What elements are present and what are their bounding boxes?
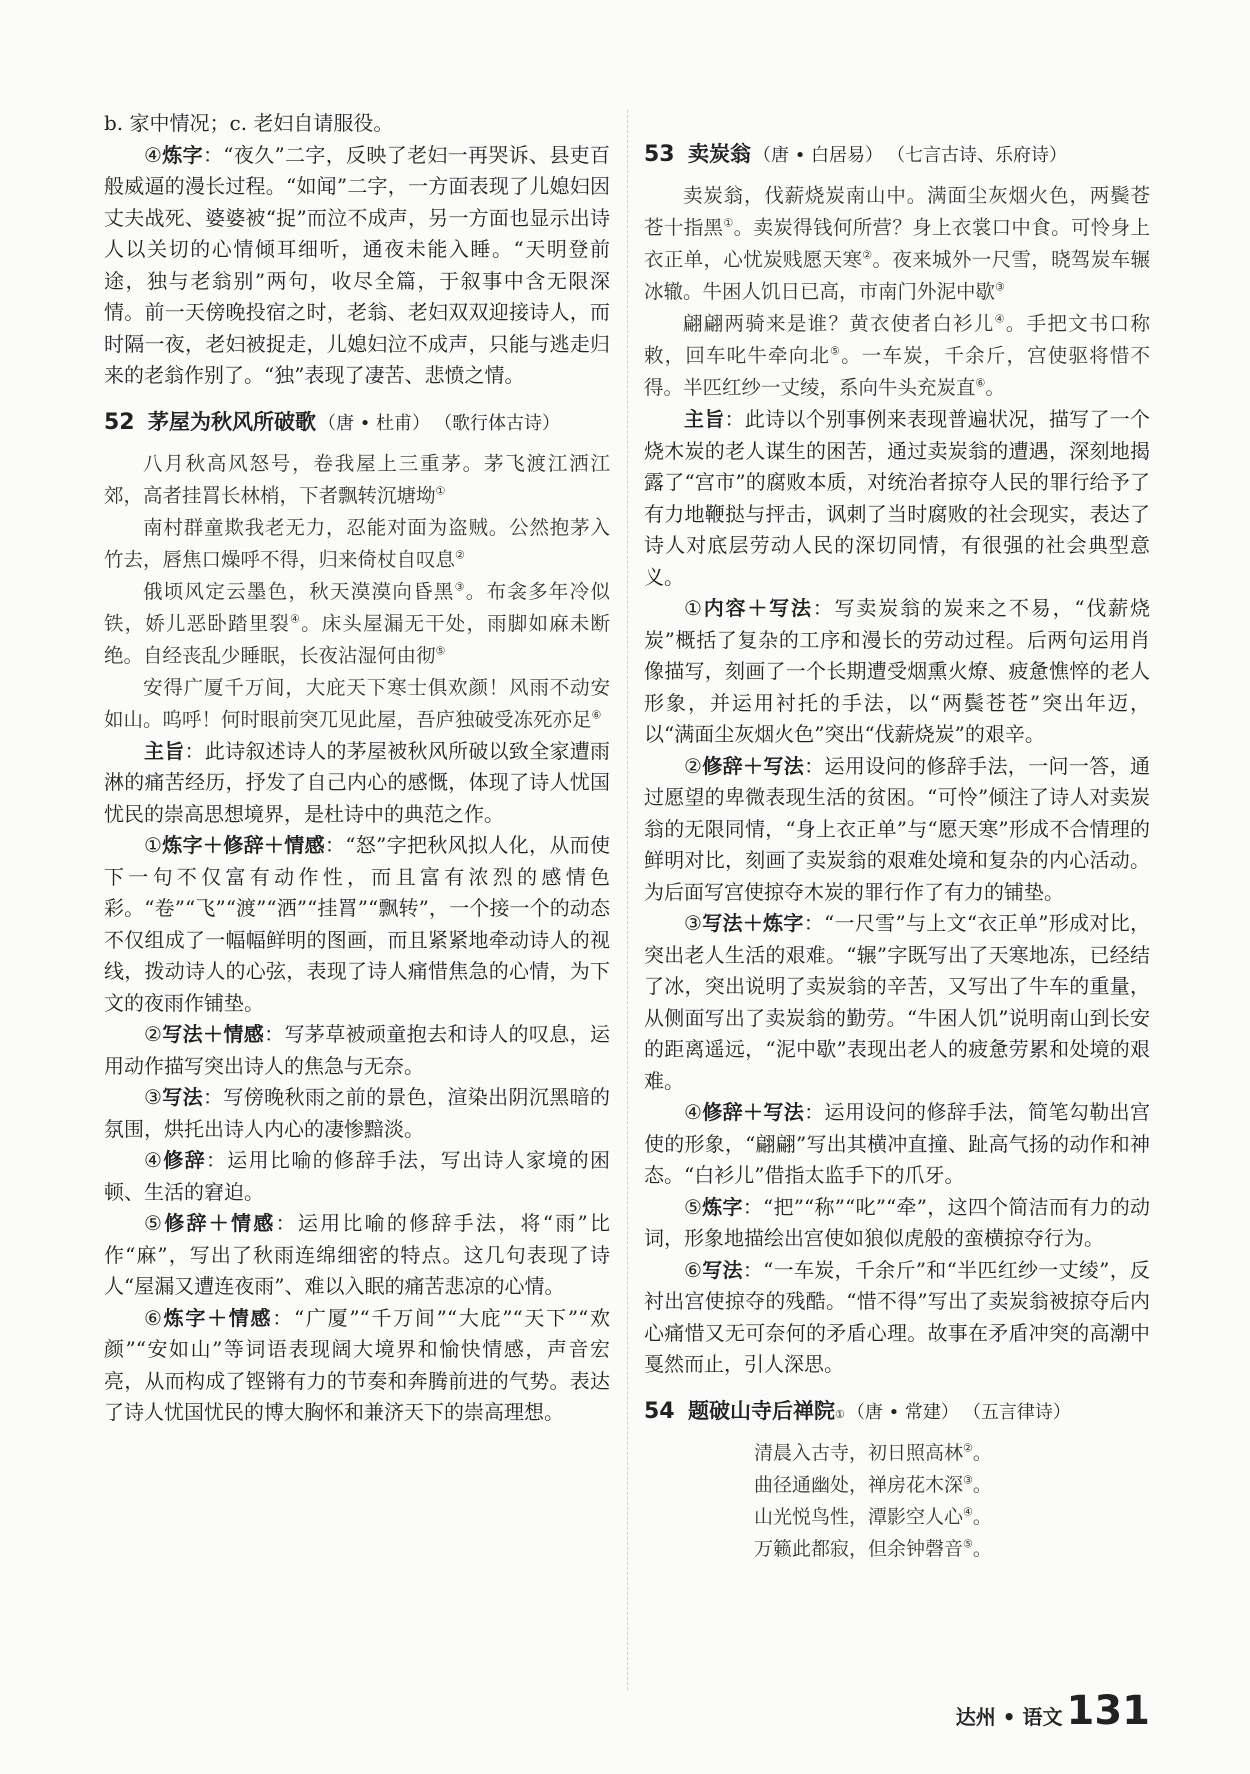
poem-genre: （五言律诗） — [962, 1401, 1071, 1423]
note-51-4: ④炼字：“夜久”二字，反映了老妇一再哭诉、县吏百般威逼的漫长过程。“如闻”二字，一方面表现了儿媳妇因丈夫战死、婆婆被“捉”而泣不成声，另一方面也显示出诗人以关切的心情倾耳细听，通夜未能入睡。“天明登前途，独与老翁别”两句，收尽全篇，于叙事中含无限深情。前一天傍晚投宿之时，老翁、老妇双双迎接诗人，而时隔一夜，老妇被捉走，儿媳妇泣不成声，只能与逃走归来的老翁作别了。“独”表现了凄苦、悲愤之情。 — [104, 142, 611, 387]
note-53-4: ④修辞＋写法：运用设问的修辞手法，简笔勾勒出宫使的形象，“翩翩”写出其横冲直撞、趾高气扬的动作和神态。“白衫儿”借指太监手下的爪牙。 — [644, 1100, 1151, 1187]
verse-line: 山光悦鸟性，潭影空人心④。 — [754, 1505, 992, 1528]
verse-line: 清晨入古寺，初日照高林②。 — [754, 1441, 992, 1464]
poem-genre: （歌行体古诗） — [434, 412, 561, 434]
note-53-3: ③写法＋炼字：“一尺雪”与上文“衣正单”形成对比，突出老人生活的艰难。“辗”字既写出了天寒地冻，已经结了冰，突出说明了卖炭翁的辛苦，又写出了牛车的重量，从侧面写出了卖炭翁的勤劳。“牛困人饥”说明南山到长安的距离遥远，“泥中歇”表现出老人的疲惫劳累和处境的艰难。 — [644, 911, 1150, 1093]
page-footer — [956, 1688, 1150, 1734]
poem-stanza: 翩翩两骑来是谁？黄衣使者白衫儿④。手把文书口称敕，回车叱牛牵向北⑤。一车炭，千余斤，宫使驱将惜不得。半匹红纱一丈绫，系向牛头充炭直⑥。 — [644, 312, 1150, 399]
note-53-1: ①内容＋写法：写卖炭翁的炭来之不易，“伐薪烧炭”概括了复杂的工序和漫长的劳动过程。后两句运用肖像描写，刻画了一个长期遭受烟熏火燎、疲惫憔悴的老人形象，并运用衬托的手法，以“两鬓苍苍”突出年迈，以“满面尘灰烟火色”突出“伐薪烧炭”的艰辛。 — [644, 596, 1150, 746]
note-53-5: ⑤炼字：“把”“称”“叱”“牵”，这四个简洁而有力的动词，形象地描绘出宫使如狼似虎般的蛮横掠夺行为。 — [644, 1194, 1150, 1250]
main-idea: 主旨：此诗叙述诗人的茅屋被秋风所破以致全家遭雨淋的痛苦经历，抒发了自己内心的感慨，体现了诗人忧国忧民的崇高思想境界，是杜诗中的典范之作。 — [104, 738, 611, 826]
note-52-3: ③写法：写傍晚秋雨之前的景色，渲染出阴沉黑暗的氛围，烘托出诗人内心的凄惨黯淡。 — [104, 1085, 610, 1141]
poem-author: （唐 • 白居易） — [753, 145, 884, 166]
poem-stanza: 卖炭翁，伐薪烧炭南山中。满面尘灰烟火色，两鬓苍苍十指黑①。卖炭得钱何所营？身上衣裳口中食。可怜身上衣正单，心忧炭贱愿天寒②。夜来城外一尺雪，晓驾炭车辗冰辙。牛困人饥日已高，市南门外泥中歇③ — [644, 184, 1150, 303]
poem-author: （唐 • 常建） — [846, 1401, 959, 1423]
poem-stanza: 安得广厦千万间，大庇天下寒士俱欢颜！风雨不动安如山。呜呼！何时眼前突兀见此屋，吾庐独破受冻死亦足⑥ — [104, 675, 610, 731]
right-column — [644, 108, 1150, 1565]
column-divider — [627, 110, 628, 1690]
poem-title: 茅屋为秋风所破歌 — [148, 409, 316, 434]
verse-line: 曲径通幽处，禅房花木深③。 — [754, 1473, 992, 1496]
poem-52-heading — [104, 406, 610, 436]
poem-title: 卖炭翁 — [688, 142, 751, 166]
poem-stanza: 俄顷风定云墨色，秋天漠漠向昏黑③。布衾多年冷似铁，娇儿恶卧踏里裂④。床头屋漏无干处，雨脚如麻未断绝。自经丧乱少睡眠，长夜沾湿何由彻⑤ — [104, 579, 610, 667]
poem-genre: （七言古诗、乐府诗） — [887, 145, 1068, 166]
note-52-5: ⑤修辞＋情感：运用比喻的修辞手法，将“雨”比作“麻”，写出了秋雨连绵细密的特点。这几句表现了诗人“屋漏又遭连夜雨”、难以入眠的痛苦悲凉的心情。 — [104, 1211, 611, 1298]
poem-number: 53 — [644, 142, 675, 167]
poem-53-heading — [644, 138, 1150, 168]
footer-region: 达州 • 语文 — [955, 1705, 1063, 1729]
note-52-4: ④修辞：运用比喻的修辞手法，写出诗人家境的困顿、生活的窘迫。 — [104, 1148, 611, 1204]
poem-author: （唐 • 杜甫） — [318, 412, 431, 434]
poem-title: 题破山寺后禅院 — [688, 1398, 835, 1423]
page-number: 131 — [1066, 1688, 1150, 1734]
left-column — [104, 108, 610, 1429]
poem-stanza: 八月秋高风怒号，卷我屋上三重茅。茅飞渡江洒江郊，高者挂罥长林梢，下者飘转沉塘坳① — [104, 451, 610, 507]
poem-number: 52 — [104, 409, 135, 435]
intro-line: b. 家中情况；c. 老妇自请服役。 — [104, 111, 394, 135]
poem-54-heading: 54 题破山寺后禅院 ① （唐 • 常建） （五言律诗） — [644, 1395, 1150, 1425]
verse-line: 万籁此都寂，但余钟磬音⑤。 — [754, 1537, 992, 1560]
note-52-1: ①炼字＋修辞＋情感：“怒”字把秋风拟人化，从而使下一句不仅富有动作性，而且富有浓烈的感情色彩。“卷”“飞”“渡”“洒”“挂罥”“飘转”，一个接一个的动态不仅组成了一幅幅鲜明的图画，而且紧紧地牵动诗人的视线，拨动诗人的心弦，表现了诗人痛惜焦急的心情，为下文的夜雨作铺垫。 — [104, 833, 611, 1015]
note-53-6: ⑥写法：“一车炭，千余斤”和“半匹红纱一丈绫”，反衬出宫使掠夺的残酷。“惜不得”写出了卖炭翁被掠夺后内心痛惜又无可奈何的矛盾心理。故事在矛盾冲突的高潮中戛然而止，引人深思。 — [644, 1257, 1151, 1376]
poem-stanza: 南村群童欺我老无力，忍能对面为盗贼。公然抱茅入竹去，唇焦口燥呼不得，归来倚杖自叹息② — [104, 515, 610, 571]
note-52-2: ②写法＋情感：写茅草被顽童抱去和诗人的叹息，运用动作描写突出诗人的焦急与无奈。 — [104, 1022, 611, 1078]
main-idea: 主旨：此诗以个别事例来表现普遍状况，描写了一个烧木炭的老人谋生的困苦，通过卖炭翁的遭遇，深刻地揭露了“宫市”的腐败本质，对统治者掠夺人民的罪行给予了有力地鞭挞与抨击，讽刺了当时腐败的社会现实，表达了诗人对底层劳动人民的深切同情，有很强的社会典型意义。 — [644, 407, 1151, 589]
poem-number: 54 — [644, 1398, 675, 1424]
poem-54-verse — [644, 1437, 1150, 1565]
note-52-6: ⑥炼字＋情感：“广厦”“千万间”“大庇”“天下”“欢颜”“安如山”等词语表现阔大境界和愉快情感，声音宏亮，从而构成了铿锵有力的节奏和奔腾前进的气势。表达了诗人忧国忧民的博大胸怀和兼济天下的崇高理想。 — [104, 1305, 611, 1424]
note-key: 炼字 — [162, 142, 203, 167]
note-53-2: ②修辞＋写法：运用设问的修辞手法，一问一答，通过愿望的卑微表现生活的贫困。“可怜”倾注了诗人对卖炭翁的无限同情，“身上衣正单”与“愿天寒”形成不合情理的鲜明对比，刻画了卖炭翁的艰难处境和复杂的内心活动。为后面写宫使掠夺木炭的罪行作了有力的铺垫。 — [644, 753, 1151, 904]
